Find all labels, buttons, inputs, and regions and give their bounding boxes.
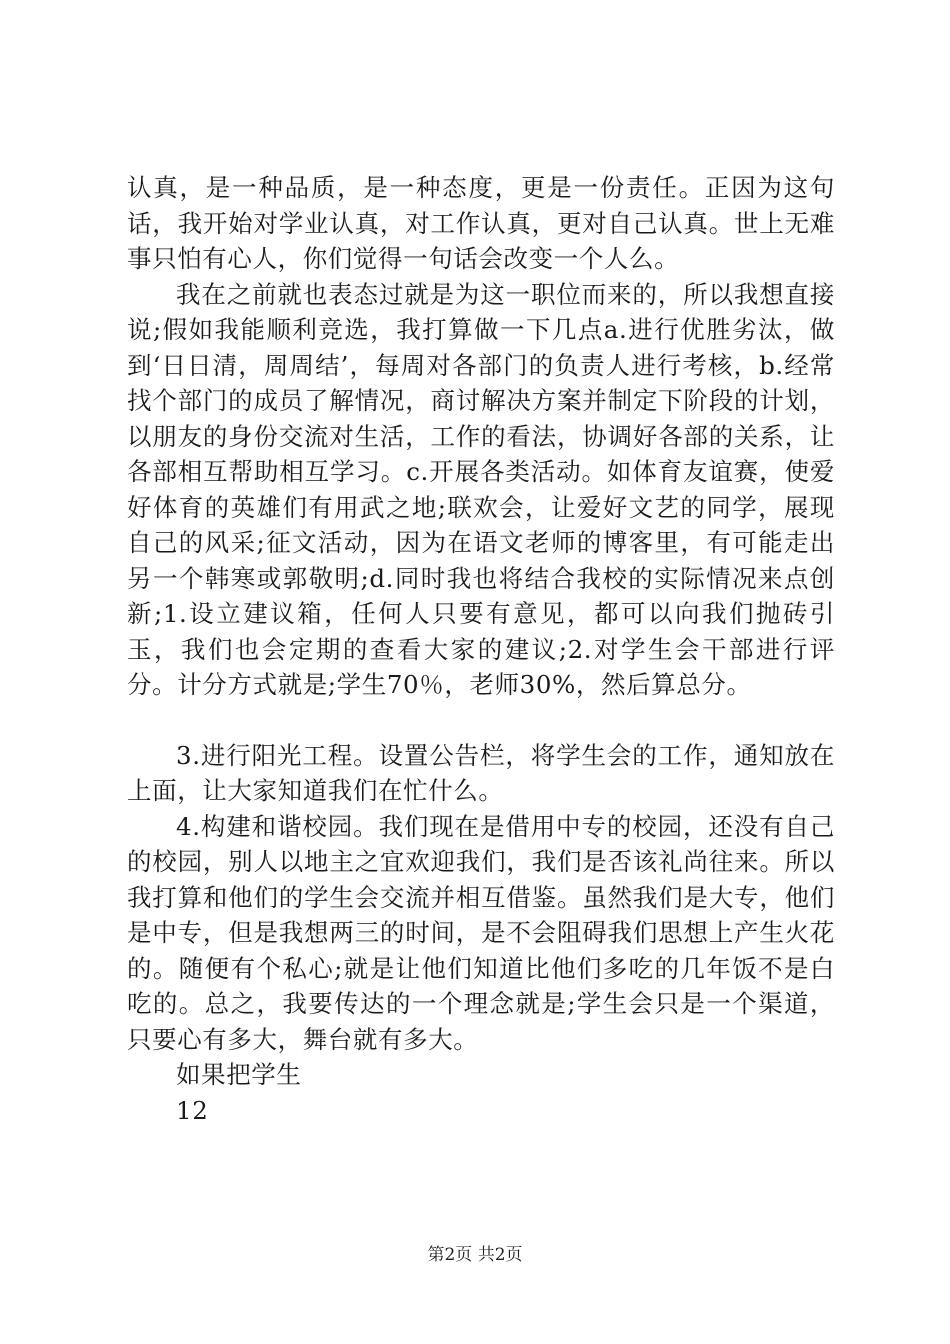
paragraph-harmonious-campus: 4.构建和谐校园。我们现在是借用中专的校园，还没有自己的校园，别人以地主之宜欢迎我们，我们是否该礼尚往来。所以我打算和他们的学生会交流并相互借鉴。虽然我们是大专，他们是中专，但是我想两三的时间，是不会阻碍我们思想上产生火花的。随便有个私心;就是让他们知道比他们多吃的几年饭不是白吃的。总之，我要传达的一个理念就是;学生会只是一个渠道，只要心有多大，舞台就有多大。: [127, 811, 835, 1054]
document-body: [127, 170, 835, 1128]
page-footer: [0, 1244, 950, 1266]
paragraph-responsibility: 认真，是一种品质，是一种态度，更是一份责任。正因为这句话，我开始对学业认真，对工作认真，更对自己认真。世上无难事只怕有心人，你们觉得一句话会改变一个人么。: [127, 173, 835, 273]
page-indicator: 第2页 共2页: [427, 1245, 523, 1265]
paragraph-campaign-plan: 我在之前就也表态过就是为这一职位而来的，所以我想直接说;假如我能顺利竞选，我打算做一下几点a.进行优胜劣汰，做到‘日日清，周周结’，每周对各部门的负责人进行考核，b.经常找个部门的成员了解情况，商讨解决方案并制定下阶段的计划，以朋友的身份交流对生活，工作的看法，协调好各部的关系，让各部相互帮助相互学习。c.开展各类活动。如体育友谊赛，使爱好体育的英雄们有用武之地;联欢会，让爱好文艺的同学，展现自己的风采;征文活动，因为在语文老师的博客里，有可能走出另一个韩寒或郭敬明;d.同时我也将结合我校的实际情况来点创新;1.设立建议箱，任何人只要有意见，都可以向我们抛砖引玉，我们也会定期的查看大家的建议;2.对学生会干部进行评分。计分方式就是;学生70％，老师30%，然后算总分。: [127, 279, 835, 699]
paragraph-sunshine-project: 3.进行阳光工程。设置公告栏，将学生会的工作，通知放在上面，让大家知道我们在忙什么。: [127, 740, 835, 805]
paragraph-gap: [127, 703, 835, 738]
paragraph-number: 12: [176, 1095, 209, 1125]
paragraph-fragment: 如果把学生: [176, 1060, 302, 1089]
